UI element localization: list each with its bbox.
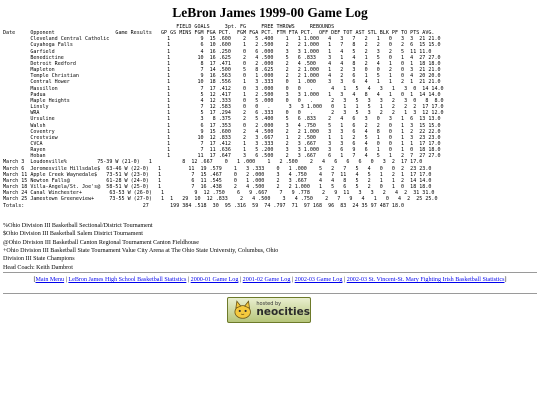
divider-top <box>3 272 537 273</box>
game-log-table <box>0 24 444 209</box>
game-row: Mapleton 1 7 14 .500 5 8 .625 2 2 1.000 1 2 3 0 0 2 0 3 21 21.0 <box>3 67 441 74</box>
game-row: March 25 Jamestown Greeneview+ 73-55 W (27-0) 1 1 29 10 12 .833 2 4 .500 3 4 .750 2 7 9 4 1 0 4 2 25 25.0 <box>3 196 438 203</box>
footnotes <box>3 222 278 272</box>
nav-separator: | <box>186 277 191 283</box>
game-row: Linsly 1 7 12 .583 0 0 . 3 3 1.000 0 1 1 5 1 2 2 2 17 17.0 <box>3 104 444 111</box>
game-row: CVCA 1 7 17 .412 1 3 .333 2 3 .667 3 3 6 4 0 0 1 1 17 17.0 <box>3 140 441 147</box>
nav-separator: | <box>342 277 347 283</box>
nav-separator: | <box>64 277 69 283</box>
nav-close-bracket: ] <box>504 277 507 283</box>
game-row: Walsh 1 6 17 .353 0 2 .000 3 4 .750 5 1 6 2 2 0 1 3 15 15.0 <box>3 122 441 129</box>
game-row: Benedictine 1 10 16 .625 2 4 .500 5 6 .833 3 1 4 1 5 0 1 4 27 27.0 <box>3 54 441 61</box>
game-row: March 6 Jeromesville Hillsdale$ 63-46 W (22-0) 1 11 19 .579 1 3 .333 0 1 .000 5 2 7 5 4 0 0 2 23 23.0 <box>3 165 432 172</box>
divider-bottom <box>3 293 537 294</box>
footnote: Division III State Champions <box>3 256 75 263</box>
game-row: March 18 Villa-Angela/St. Joe's@ 58-51 W (25-0) 1 7 16 .438 2 4 .500 2 2 1.000 1 5 6 5 2 0 1 0 18 18.0 <box>3 184 432 191</box>
game-row: Ursuline 1 3 8 .375 2 5 .400 5 6 .833 2 4 6 3 0 3 1 6 13 13.0 <box>3 116 441 123</box>
game-row: Cuyahoga Falls 1 6 10 .600 1 2 .500 2 2 1.000 1 7 8 2 2 0 2 6 15 15.0 <box>3 42 441 49</box>
badge-line2: neocities <box>256 306 310 319</box>
game-row: Coventry 1 9 15 .600 2 4 .500 2 2 1.000 3 3 6 4 8 0 1 2 22 22.0 <box>3 128 441 135</box>
neocities-cat-icon <box>232 300 253 320</box>
badge-line1: hosted by <box>256 301 282 308</box>
table-header-line: FIELD GOALS 3pt. FG FREE THROWS REBOUNDS <box>3 24 335 30</box>
game-row: March 24 Canal Winchester+ 63-53 W (26-0) 1 9 12 .750 6 9 .667 7 9 .778 2 9 11 3 3 2 4 2 31 31.0 <box>3 190 435 197</box>
neocities-badge[interactable] <box>227 297 311 323</box>
nav-separator: | <box>238 277 243 283</box>
game-row: Temple Christian 1 9 16 .563 0 1 .000 2 2 1.000 4 2 6 1 5 1 0 4 20 20.0 <box>3 73 441 80</box>
game-row: March 3 Loudonville% 75-39 W (21-0) 1 8 12 .667 0 1 .000 1 2 .500 2 4 6 6 6 0 3 2 17 17.0 <box>3 159 423 166</box>
footnote: $Ohio Division III Basketball Salem District Tournament <box>3 231 143 238</box>
nav-link[interactable]: 2000-01 Game Log <box>190 277 239 283</box>
nav-link[interactable]: 2002-03 St. Vincent-St. Mary Fighting Irish Basketball Statistics <box>346 277 505 283</box>
game-row: Massillon 1 7 17 .412 0 3 .000 0 0 . 4 1 5 4 3 1 3 0 14 14.0 <box>3 85 444 92</box>
page-title: LeBron James 1999-00 Game Log <box>172 5 368 20</box>
game-row: Maple Heights 1 4 12 .333 0 5 .000 0 0 . 2 3 5 3 3 2 3 0 8 8.0 <box>3 97 444 104</box>
game-row: Hoban 1 11 17 .647 3 6 .500 2 3 .667 6 1 7 4 5 1 2 7 27 27.0 <box>3 153 441 160</box>
table-header-line: Date Opponent Game Results GP GS MINS FGM FGA PCT. FGM FGA PCT. FTM FTA PCT. OFF DEF TOT AST STL BLK PF TO PTS AVG. <box>3 30 435 37</box>
nav-link[interactable]: 2002-03 Game Log <box>294 277 343 283</box>
footnote: +Ohio Division III Basketball State Tournament Value City Arena at The Ohio State University, Columbus, Ohio <box>3 248 279 255</box>
game-row: March 11 Apple Creek Waynedale$ 73-51 W (23-0) 1 7 15 .467 0 2 .000 3 4 .750 4 7 11 4 5 1 2 1 17 17.0 <box>3 171 432 178</box>
game-row: Central Hower 1 10 18 .556 1 3 .333 0 1 .000 3 3 6 4 1 1 2 1 21 21.0 <box>3 79 441 86</box>
game-row: Rayen 1 7 11 .636 1 5 .200 3 3 1.000 3 6 9 6 1 0 1 0 18 18.0 <box>3 147 441 154</box>
footnote: Head Coach: Keith Dambrot <box>3 264 73 271</box>
game-row: Garfield 1 4 16 .250 0 6 .000 3 3 1.000 1 4 5 2 3 2 5 11 11.0 <box>3 48 432 55</box>
footnote: @Ohio Division III Basketball Canton Regional Tournament Canton Fieldhouse <box>3 239 199 246</box>
nav-link[interactable]: 2001-02 Game Log <box>242 277 291 283</box>
nav-open-bracket: [ <box>33 277 36 283</box>
nav-link[interactable]: Main Menu <box>35 277 65 283</box>
totals-row: Totals: 27 199 384 .518 30 95 .316 59 74 .797 71 97 168 96 83 24 35 97 487 18.0 <box>3 202 405 209</box>
nav-separator: | <box>290 277 295 283</box>
nav-links <box>20 276 520 284</box>
game-row: Padua 1 5 12 .417 1 2 .500 3 3 1.000 1 3 4 8 4 1 0 1 14 14.0 <box>3 91 441 98</box>
game-row: March 15 Newton Falls@ 61-28 W (24-0) 1 6 11 .545 0 1 .000 2 3 .667 4 4 8 5 2 1 1 2 14 14.0 <box>3 177 432 184</box>
game-row: Crestview 1 10 12 .833 2 3 .667 1 2 .500 1 1 2 5 1 0 1 3 23 23.0 <box>3 134 441 141</box>
game-row: WRA 1 5 17 .294 2 6 .333 0 0 . 2 3 5 3 2 2 1 3 12 12.0 <box>3 110 444 117</box>
footnote: %Ohio Division III Basketball Sectional/District Tournament <box>3 223 153 229</box>
nav-link[interactable]: LeBron James High School Basketball Statistics <box>68 277 187 283</box>
game-row: Cleveland Central Catholic 1 9 15 .600 2 5 .400 1 1 1.000 4 3 7 2 1 0 3 3 21 21.0 <box>3 36 441 43</box>
game-row: Detroit Redford 1 8 17 .471 0 2 .000 2 4 .500 4 4 8 2 4 1 0 1 18 18.0 <box>3 60 441 67</box>
